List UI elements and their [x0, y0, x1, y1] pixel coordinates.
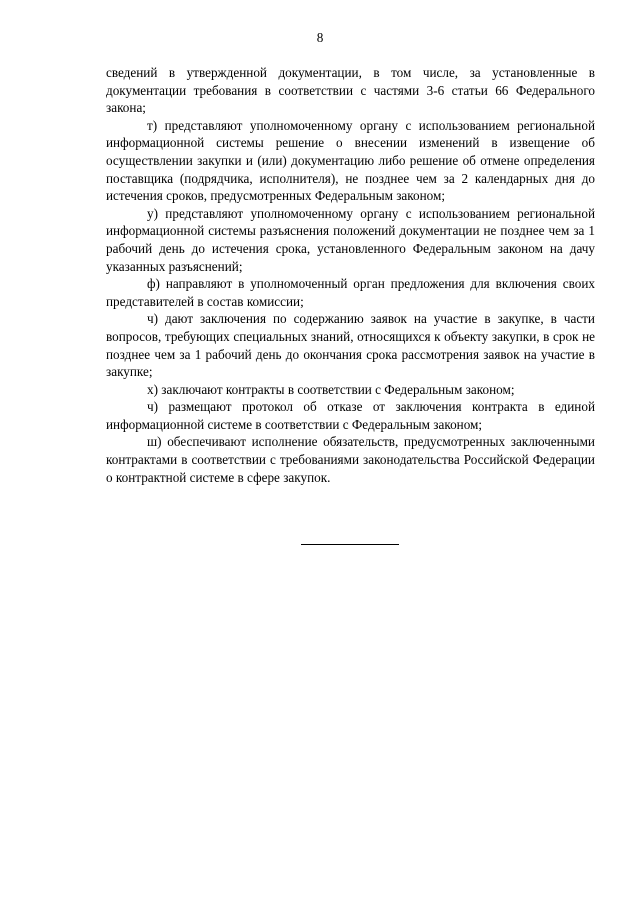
paragraph-item-f: ф) направляют в уполномоченный орган предложения для включения своих представителей в состав комиссии; — [106, 276, 595, 309]
paragraph-item-ch-protocol: ч) размещают протокол об отказе от заключения контракта в единой информационной системе в соответствии с Федеральным законом; — [106, 399, 595, 432]
paragraph-item-u: у) представляют уполномоченному органу с использованием региональной информационной системы разъяснения положений документации не позднее чем за 1 рабочий день до истечения срока, установленного Федеральным законом на дачу указанных разъяснений; — [106, 205, 595, 274]
page-number: 8 — [316, 30, 324, 45]
paragraph-continuation: сведений в утвержденной документации, в том числе, за установленные в документации требования в соответствии с частями 3-6 статьи 66 Федерального закона; — [106, 65, 595, 116]
end-of-text-rule — [301, 544, 399, 545]
paragraph-item-sh: ш) обеспечивают исполнение обязательств, предусмотренных заключенными контрактами в соответствии с требованиями законодательства Российской Федерации о контрактной системе в сфере закупок. — [106, 434, 595, 485]
paragraph-item-t: т) представляют уполномоченному органу с использованием региональной информационной системы решение о внесении изменений в извещение об осуществлении закупки и (или) документацию либо решение об отмене определения поставщика (подрядчика, исполнителя), не позднее чем за 2 календарных дня до истечения сроков, предусмотренных Федеральным законом; — [106, 117, 595, 204]
paragraph-item-ch-conclusions: ч) дают заключения по содержанию заявок на участие в закупке, в части вопросов, требующих специальных знаний, относящихся к объекту закупки, в срок не позднее чем за 1 рабочий день до окончания срока рассмотрения заявок на участие в закупке; — [106, 311, 595, 380]
document-body — [106, 64, 595, 486]
paragraph-item-kh: х) заключают контракты в соответствии с Федеральным законом; — [147, 381, 515, 397]
